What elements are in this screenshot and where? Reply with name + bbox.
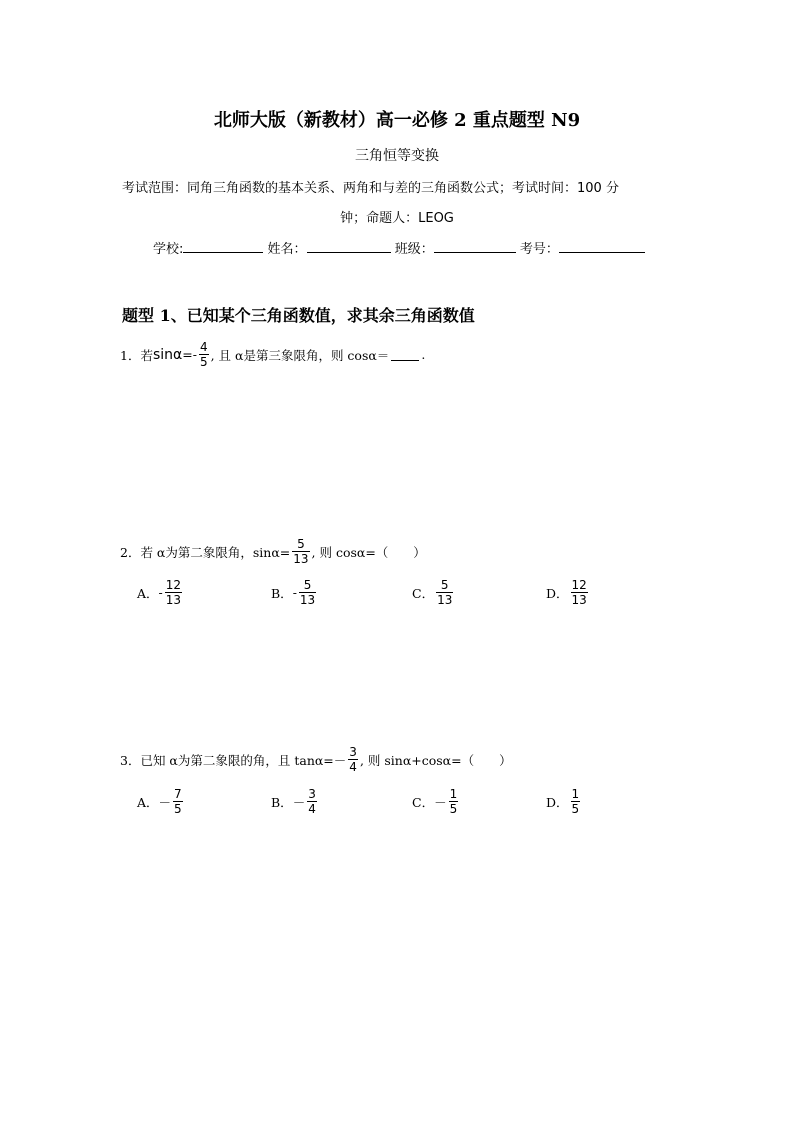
- option-fraction: [165, 578, 182, 607]
- option-label: B．: [271, 794, 293, 810]
- question-2: [120, 537, 426, 566]
- option-fraction: [173, 787, 183, 816]
- option-denominator: 13: [299, 593, 316, 607]
- option-numerator: 5: [440, 578, 449, 592]
- option-label: C．: [412, 585, 435, 601]
- q2-fraction: [292, 537, 309, 566]
- school-blank[interactable]: [183, 238, 263, 253]
- option-numerator: 12: [165, 578, 182, 592]
- option-label: D．: [546, 585, 569, 601]
- question-3: [120, 745, 512, 774]
- section-title: 题型 1、已知某个三角函数值，求其余三角函数值: [122, 306, 475, 325]
- q3-fraction: [348, 745, 358, 774]
- q1-period: .: [421, 347, 426, 362]
- exam-range-line1: 考试范围：同角三角函数的基本关系、两角和与差的三角函数公式；考试时间：100 分: [122, 181, 619, 196]
- option-denominator: 5: [174, 802, 182, 816]
- page-subtitle: 三角恒等变换: [355, 148, 439, 164]
- q2-option-c[interactable]: [412, 578, 455, 607]
- option-sign: －: [434, 794, 447, 810]
- q1-answer-blank[interactable]: [391, 348, 419, 361]
- option-denominator: 13: [571, 593, 587, 607]
- class-blank[interactable]: [434, 238, 516, 253]
- q1-suffix: , 且 α是第三象限角，则 cosα＝: [210, 347, 390, 363]
- option-fraction: [307, 787, 317, 816]
- q2-option-b[interactable]: [271, 578, 318, 607]
- q3-suffix: , 则 sinα+cosα=（ ）: [359, 752, 512, 768]
- q3-numerator: 3: [349, 745, 357, 759]
- option-label: D．: [546, 794, 569, 810]
- q1-sin: sinα: [152, 346, 183, 363]
- q3-prefix: 3．已知 α为第二象限的角，且 tanα=－: [120, 752, 347, 768]
- option-numerator: 1: [571, 787, 580, 801]
- q1-fraction: [199, 340, 209, 369]
- option-sign: －: [292, 794, 306, 810]
- option-sign: -: [158, 585, 163, 600]
- q1-prefix: 1．若: [120, 347, 153, 363]
- q2-prefix: 2．若 α为第二象限角，sinα=: [120, 544, 291, 560]
- option-fraction: [571, 787, 581, 816]
- q2-numerator: 5: [297, 537, 305, 551]
- option-denominator: 13: [437, 593, 453, 607]
- option-denominator: 4: [308, 802, 316, 816]
- q3-option-b[interactable]: [271, 787, 319, 816]
- q2-suffix: , 则 cosα=（ ）: [311, 544, 426, 560]
- q3-option-a[interactable]: [137, 787, 185, 816]
- q2-option-a[interactable]: [137, 578, 184, 607]
- id-label: 考号：: [519, 242, 559, 257]
- q3-denominator: 4: [349, 760, 357, 774]
- q1-eq: =-: [182, 347, 197, 362]
- option-label: A．: [137, 794, 159, 810]
- option-label: B．: [271, 585, 293, 601]
- class-label: 班级：: [394, 242, 434, 257]
- option-numerator: 1: [449, 787, 458, 801]
- option-numerator: 5: [303, 578, 312, 592]
- option-denominator: 13: [165, 593, 182, 607]
- option-fraction: [299, 578, 316, 607]
- page-title: 北师大版（新教材）高一必修 2 重点题型 N9: [213, 110, 581, 131]
- option-fraction: [449, 787, 459, 816]
- option-denominator: 5: [449, 802, 458, 816]
- option-sign: -: [292, 585, 297, 600]
- q3-option-d[interactable]: [546, 787, 582, 816]
- q1-denominator: 5: [199, 355, 208, 369]
- q2-denominator: 13: [293, 552, 309, 566]
- option-numerator: 7: [174, 787, 182, 801]
- q3-option-c[interactable]: [412, 787, 460, 816]
- option-label: C．: [412, 794, 435, 810]
- name-label: 姓名：: [267, 242, 307, 257]
- option-fraction: [571, 578, 588, 607]
- option-numerator: 3: [308, 787, 316, 801]
- school-label: 学校:: [153, 242, 184, 257]
- q1-numerator: 4: [199, 340, 208, 354]
- option-fraction: [436, 578, 453, 607]
- name-blank[interactable]: [307, 238, 391, 253]
- exam-range-line2: 钟；命题人：LEOG: [340, 211, 454, 226]
- id-blank[interactable]: [559, 238, 645, 253]
- q2-option-d[interactable]: [546, 578, 590, 607]
- question-1: [120, 340, 425, 369]
- option-numerator: 12: [571, 578, 587, 592]
- option-sign: －: [158, 794, 172, 810]
- option-denominator: 5: [571, 802, 580, 816]
- option-label: A．: [137, 585, 159, 601]
- student-info-line: [153, 238, 645, 257]
